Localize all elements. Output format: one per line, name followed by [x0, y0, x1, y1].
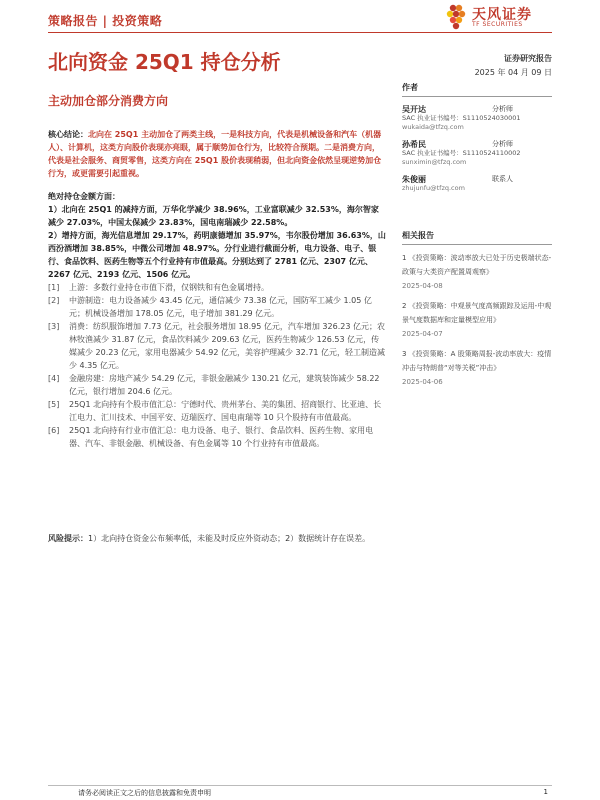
author-name: 孙希民 [402, 140, 426, 149]
footer-divider [48, 785, 552, 786]
author-name: 吴开达 [402, 105, 426, 114]
page-subtitle: 主动加仓部分消费方向 [48, 94, 169, 108]
note-text: 中游制造：电力设备减少 43.45 亿元，通信减少 73.38 亿元，国防军工减少 1.05 亿元；机械设备增加 178.05 亿元，电子增加 381.29 亿元。 [69, 296, 372, 318]
author-email[interactable]: sunximin@tfzq.com [402, 158, 467, 166]
related-report-item[interactable] [402, 299, 552, 341]
report-date: 2025 年 04 月 09 日 [474, 68, 552, 77]
page-title: 北向资金 25Q1 持仓分析 [48, 50, 281, 74]
author-role: 分析师 [492, 105, 513, 113]
author-cert: SAC 执业证书编号：S1110524030001 [402, 114, 521, 122]
point-increase: 2）增持方面，海光信息增加 29.17%，药明康德增加 35.97%，韦尔股份增加 36.63%，山西汾酒增加 38.85%，中微公司增加 48.97%。分行业进行截面分析，电力设备、电子、银行、食品饮料、医药生物等五个行业持有市值最高。分别达到了 2781 亿元、2307 亿元、2267 亿元、2193 亿元、1506 亿元。 [48, 231, 386, 279]
author-card [402, 105, 552, 132]
related-heading: 相关报告 [402, 230, 552, 245]
footer-disclaimer: 请务必阅读正文之后的信息披露和免责申明 [78, 789, 211, 797]
risk-text: 1）北向持仓资金公布频率低，未能及时反应外资动态；2）数据统计存在误差。 [88, 534, 371, 543]
author-role: 分析师 [492, 140, 513, 148]
report-type: 证券研究报告 [504, 54, 552, 63]
logo-subtitle: TF SECURITIES [472, 21, 523, 28]
related-report-item[interactable] [402, 251, 552, 293]
note-number: [5] [48, 400, 60, 409]
note-text: 25Q1 北向持有个股市值汇总：宁德时代、贵州茅台、美的集团、招商银行、比亚迪、长江电力、汇川技术、中国平安、迈瑞医疗、国电南瑞等 10 只个股持有市值最高。 [69, 400, 382, 422]
note-item [48, 320, 386, 372]
note-text: 25Q1 北向持有行业市值汇总：电力设备、电子、银行、食品饮料、医药生物、家用电器、汽车、非银金融、机械设备、有色金属等 10 个行业持有市值最高。 [69, 426, 374, 448]
author-card [402, 140, 552, 167]
section-heading: 绝对持仓金额方面： [48, 192, 120, 201]
note-number: [3] [48, 322, 60, 331]
author-role: 联系人 [492, 175, 513, 183]
author-card [402, 175, 552, 193]
note-number: [2] [48, 296, 60, 305]
note-item [48, 281, 386, 294]
main-content [48, 128, 386, 450]
page-number: 1 [543, 788, 548, 796]
logo-name: 天风证券 [472, 7, 532, 23]
author-cert: SAC 执业证书编号：S1110524110002 [402, 149, 521, 157]
note-number: [6] [48, 426, 60, 435]
author-name: 朱俊丽 [402, 175, 426, 184]
report-category: 策略报告 | 投资策略 [48, 14, 163, 28]
core-conclusion-text: 北向在 25Q1 主动加仓了两类主线，一是科技方向，代表是机械设备和汽车（机器人）、计算机，这类方向股价表现亦亮眼，属于顺势加仓行为，比较符合预期。二是消费方向，代表是社会服务、商贸零售，这类方向在 25Q1 股价表现稍弱，但北向资金依然呈现逆势加仓行为，或更需要引起重视。 [48, 130, 382, 178]
authors-panel [402, 82, 552, 193]
risk-warning [48, 532, 386, 545]
author-email[interactable]: zhujunfu@tfzq.com [402, 184, 465, 192]
note-item [48, 398, 386, 424]
core-conclusion [48, 128, 386, 180]
note-text: 消费：纺织服饰增加 7.73 亿元，社会服务增加 18.95 亿元，汽车增加 326.23 亿元；农林牧渔减少 31.87 亿元，食品饮料减少 209.63 亿元，医药生物减少 126.53 亿元，传媒减少 20.23 亿元，家用电器减少 54.92 亿元，美容护理减少 32.71 亿元，轻工制造减少 4.35 亿元。 [69, 322, 385, 370]
related-report-date: 2025-04-08 [402, 282, 443, 290]
related-report-date: 2025-04-07 [402, 330, 443, 338]
related-report-title[interactable]: 2 《投资策略：中观景气度高频跟踪及运用-中观景气度数据库和定量模型应用》 [402, 302, 552, 324]
related-report-item[interactable] [402, 347, 552, 389]
note-item [48, 294, 386, 320]
core-conclusion-label: 核心结论： [48, 130, 88, 139]
related-reports-panel [402, 230, 552, 389]
note-number: [1] [48, 283, 60, 292]
authors-heading: 作者 [402, 82, 552, 97]
related-report-date: 2025-04-06 [402, 378, 443, 386]
note-text: 金融房建：房地产减少 54.29 亿元，非银金融减少 130.21 亿元，建筑装饰减少 58.22 亿元，银行增加 204.6 亿元。 [69, 374, 380, 396]
note-number: [4] [48, 374, 60, 383]
risk-label: 风险提示： [48, 534, 88, 543]
author-email[interactable]: wukaida@tfzq.com [402, 123, 464, 131]
related-report-title[interactable]: 1 《投资策略：波动率放大已处于历史极端状态-政策与大类资产配置周观察》 [402, 254, 552, 276]
point-reduce: 1）北向在 25Q1 的减持方面，万华化学减少 38.96%，工业富联减少 32.53%，海尔智家减少 27.03%，中国太保减少 23.83%，国电南瑞减少 22.58%。 [48, 205, 379, 227]
header-divider [48, 32, 552, 33]
related-report-title[interactable]: 3 《投资策略：A 股策略周报-波动率放大：疫情冲击与特朗普“对等关税”冲击》 [402, 350, 552, 372]
note-text: 上游：多数行业持仓市值下滑，仅钢铁和有色金属增持。 [69, 283, 269, 292]
note-item [48, 372, 386, 398]
note-item [48, 424, 386, 450]
